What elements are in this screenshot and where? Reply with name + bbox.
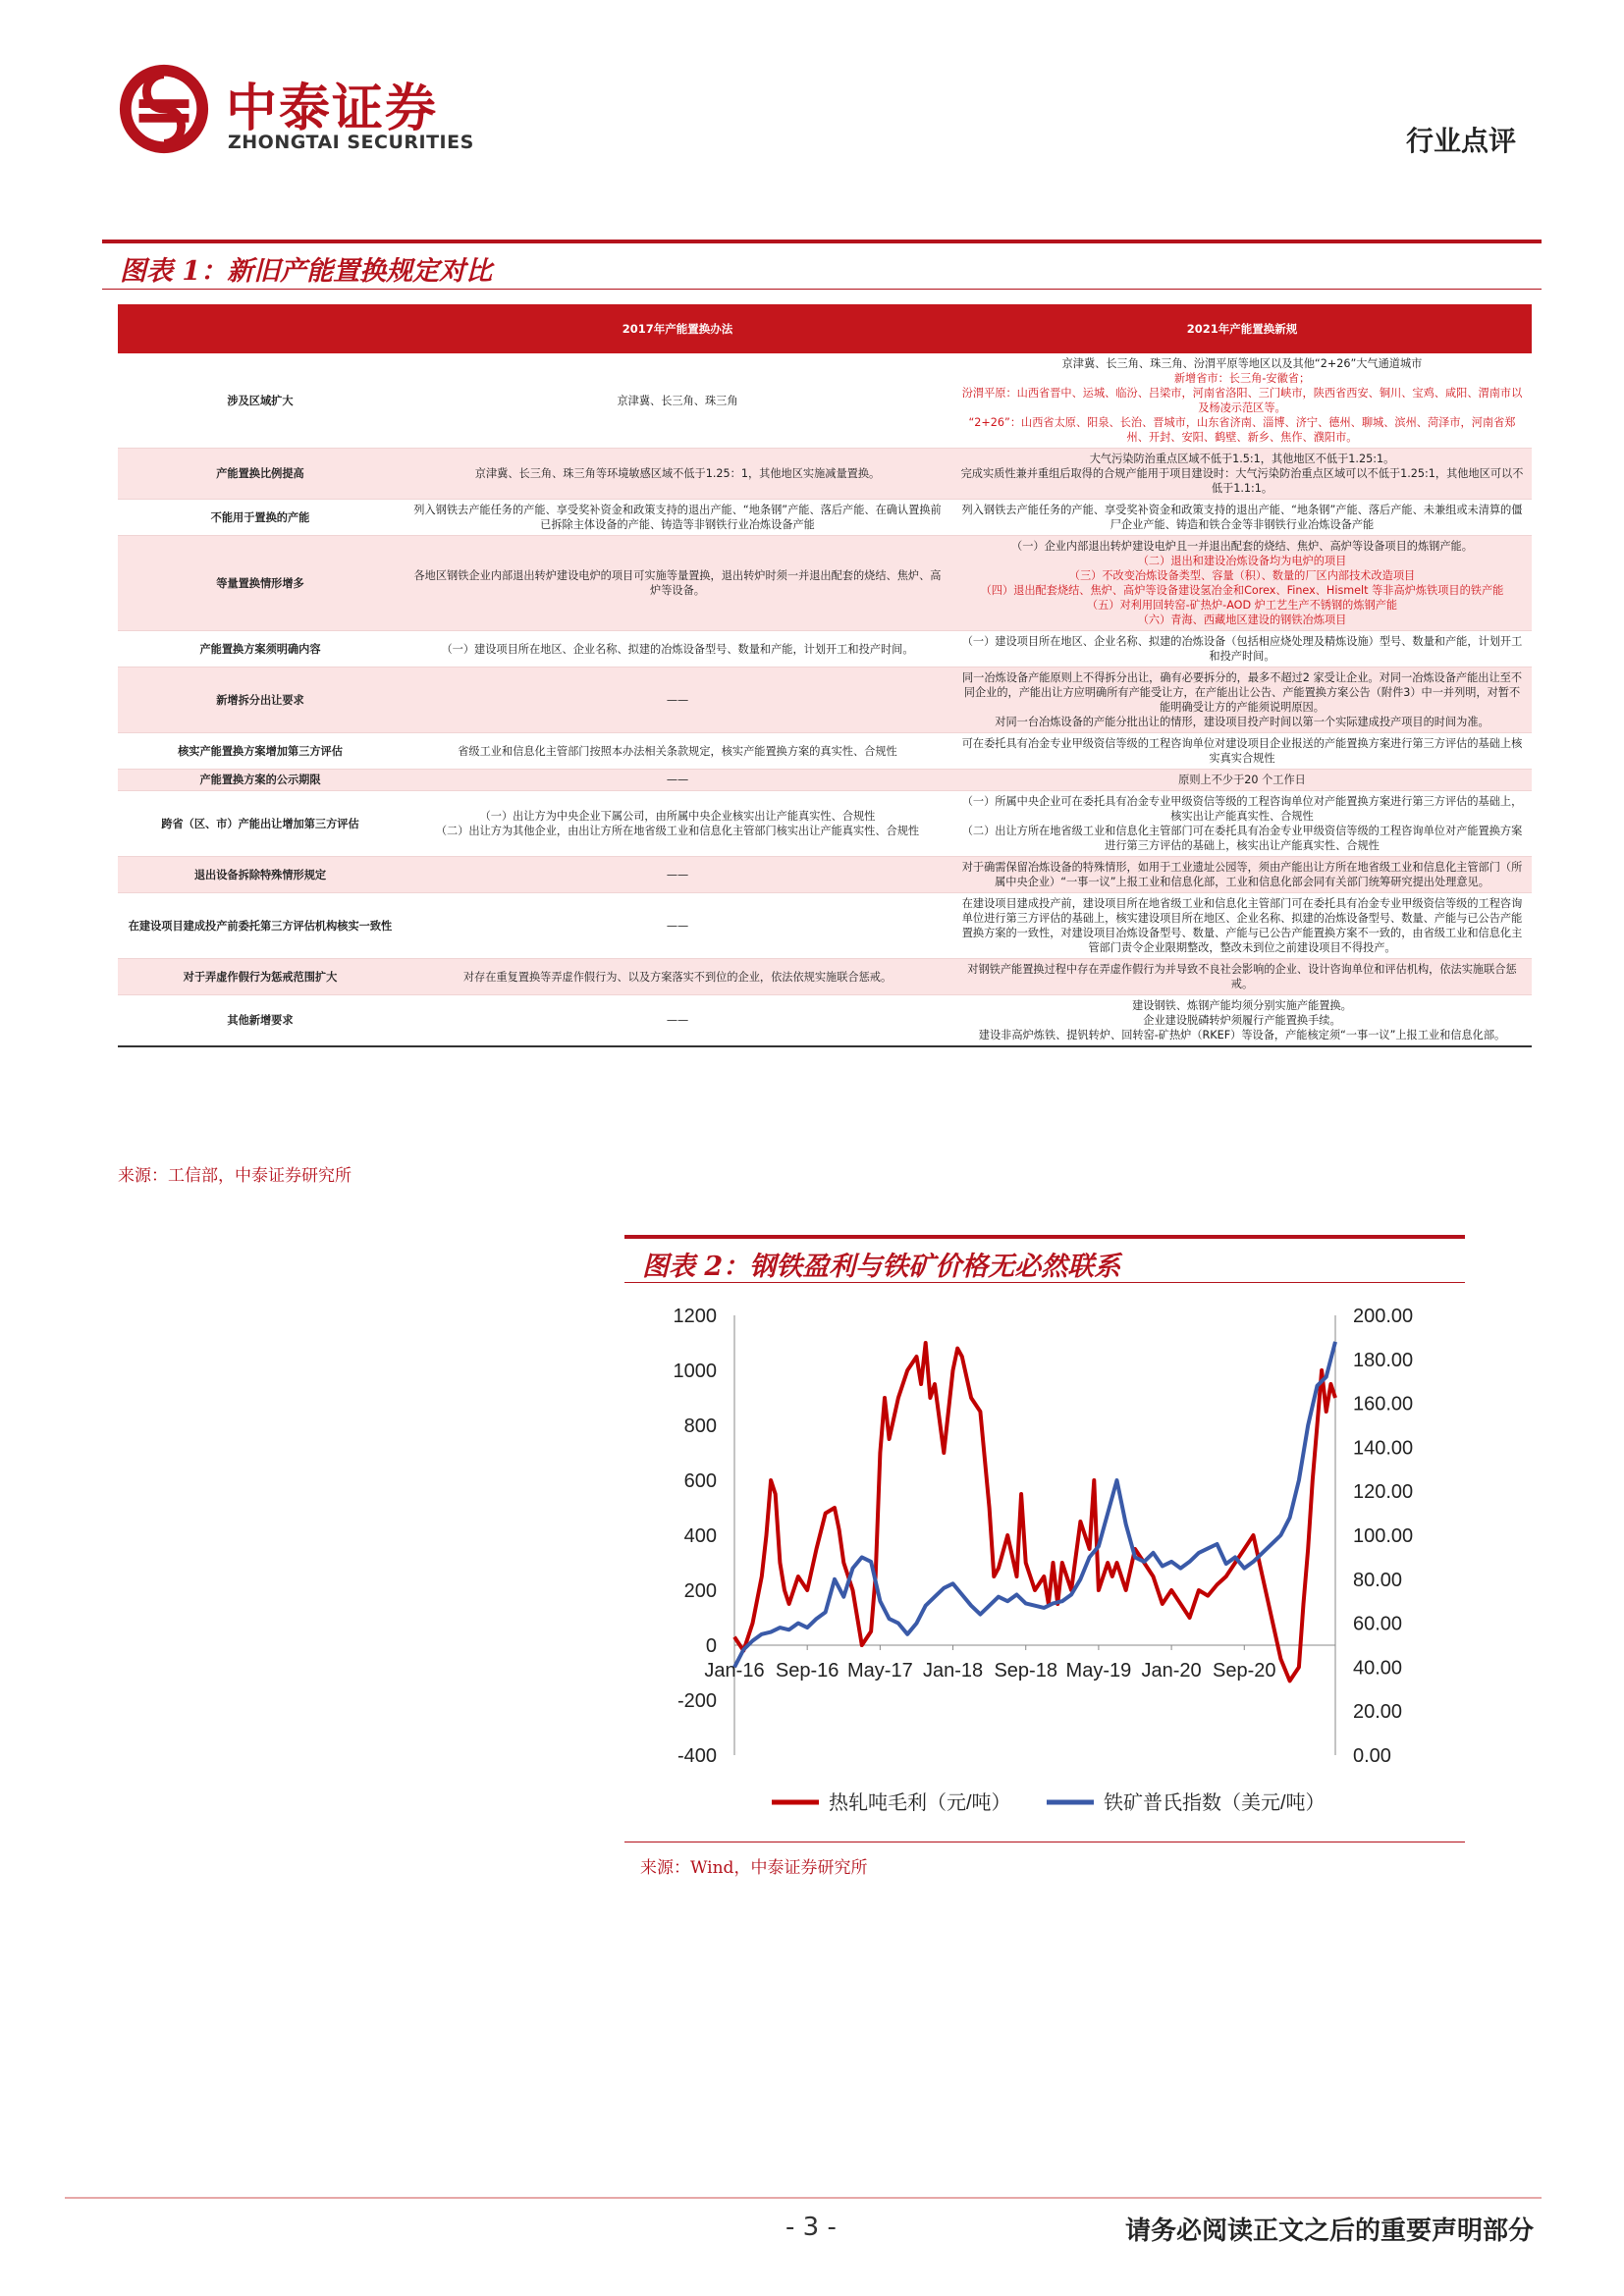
y-right-tick-label: 180.00: [1353, 1349, 1414, 1371]
table-body: [118, 353, 1532, 1046]
y-right-tick-label: 80.00: [1353, 1569, 1403, 1591]
row-header-cell: 产能置换比例提高: [118, 449, 403, 500]
new-rule-cell: [952, 995, 1532, 1047]
table-row: [118, 667, 1532, 733]
row-header-cell: 等量置换情形增多: [118, 536, 403, 631]
table-header-row: [118, 304, 1532, 353]
table-row: [118, 536, 1532, 631]
cell-line: “2+26”：山西省太原、阳泉、长治、晋城市，山东省济南、淄博、济宁、德州、聊城、滨州、菏泽市，河南省郑州、开封、安阳、鹤壁、新乡、焦作、濮阳市。: [968, 416, 1516, 444]
x-tick-label: Sep-16: [775, 1660, 839, 1682]
old-rule-cell: [403, 893, 952, 959]
table-header-cell: 2017年产能置换办法: [403, 304, 952, 353]
footer-divider: [65, 2197, 1542, 2199]
table-row: [118, 791, 1532, 857]
x-tick-label: May-17: [847, 1660, 913, 1682]
row-header-cell: 其他新增要求: [118, 995, 403, 1047]
capacity-replacement-table: [118, 304, 1532, 1047]
footer-disclaimer: 请务必阅读正文之后的重要声明部分: [1124, 2216, 1534, 2246]
figure1-title-bar: [102, 240, 1542, 290]
y-left-tick-label: 200: [683, 1580, 717, 1602]
y-right-tick-label: 40.00: [1353, 1657, 1403, 1680]
cell-line: 省级工业和信息化主管部门按照本办法相关条款规定，核实产能置换方案的真实性、合规性: [458, 744, 897, 758]
cell-line: 列入钢铁去产能任务的产能、享受奖补资金和政策支持的退出产能、“地条钢”产能、落后产能、未兼组或未清算的僵尸企业产能、铸造和铁合金等非钢铁行业冶炼设备产能: [961, 504, 1523, 531]
logo-english-text: ZHONGTAI SECURITIES: [228, 132, 474, 153]
cell-line: 对存在重复置换等弄虚作假行为、以及方案落实不到位的企业，依法依规实施联合惩戒。: [462, 970, 893, 984]
y-left-tick-label: 800: [683, 1415, 717, 1437]
table-row: [118, 449, 1532, 500]
table-row: [118, 353, 1532, 449]
new-rule-cell: [952, 449, 1532, 500]
cell-line: 在建设项目建成投产前，建设项目所在地省级工业和信息化主管部门可在委托具有冶金专业甲级资信等级的工程咨询单位进行第三方评估的基础上，核实建设项目所在地区、企业名称、拟建的冶炼设备型号、数量、产能与已公告产能置换方案的一致性，对建设项目冶炼设备型号、数量、产能与已公告产能置换方案不一致的，由省级工业和信息化主管部门责令企业限期整改，整改未到位之前建设项目不得投产。: [961, 897, 1523, 954]
old-rule-cell: [403, 791, 952, 857]
table-row: [118, 770, 1532, 791]
new-rule-cell: [952, 500, 1532, 536]
cell-line: 建设钢铁、炼钢产能均须分别实施产能置换。: [1132, 999, 1352, 1012]
new-rule-cell: [952, 791, 1532, 857]
page-number: - 3 -: [785, 2213, 837, 2242]
y-right-tick-label: 120.00: [1353, 1481, 1414, 1504]
x-tick-label: Jan-16: [704, 1660, 765, 1682]
table-row: [118, 959, 1532, 995]
cell-line: ——: [666, 693, 689, 707]
y-right-tick-label: 60.00: [1353, 1613, 1403, 1635]
new-rule-cell: [952, 733, 1532, 770]
cell-line: 对于确需保留冶炼设备的特殊情形，如用于工业遗址公园等，须由产能出让方所在地省级工业和信息化主管部门（所属中央企业）“一事一议”上报工业和信息化部，工业和信息化部会同有关部门统筹研究提出处理意见。: [961, 861, 1523, 888]
cell-line: （五）对利用回转窑-矿热炉-AOD 炉工艺生产不锈钢的炼钢产能: [1086, 599, 1398, 612]
table-row: [118, 733, 1532, 770]
cell-line: 新增省市：长三角-安徽省；: [1173, 372, 1311, 385]
cell-line: 京津冀、长三角、珠三角: [617, 394, 738, 407]
x-tick-label: Sep-18: [994, 1660, 1057, 1682]
figure1-source: 来源：工信部，中泰证券研究所: [118, 1166, 352, 1186]
figure2-source: 来源：Wind，中泰证券研究所: [640, 1858, 868, 1878]
y-left-tick-label: -400: [677, 1745, 717, 1767]
old-rule-cell: [403, 733, 952, 770]
old-rule-cell: [403, 857, 952, 893]
row-header-cell: 跨省（区、市）产能出让增加第三方评估: [118, 791, 403, 857]
x-tick-label: Jan-20: [1141, 1660, 1202, 1682]
x-tick-label: Jan-18: [922, 1660, 984, 1682]
x-tick-label: Sep-20: [1213, 1660, 1276, 1682]
cell-line: 完成实质性兼并重组后取得的合规产能用于项目建设时：大气污染防治重点区域可以不低于1.25:1，其他地区可以不低于1.1:1。: [960, 467, 1524, 495]
cell-line: 京津冀、长三角、珠三角等环境敏感区域不低于1.25：1，其他地区实施减量置换。: [474, 467, 881, 480]
cell-line: （一）出让方为中央企业下属公司，由所属中央企业核实出让产能真实性、合规性: [479, 810, 876, 823]
cell-line: （四）退出配套烧结、焦炉、高炉等设备建设氢冶金和Corex、Finex、Hismelt 等非高炉炼铁项目的铁产能: [980, 584, 1504, 597]
row-header-cell: 对于弄虚作假行为惩戒范围扩大: [118, 959, 403, 995]
old-rule-cell: [403, 667, 952, 733]
cell-line: 汾渭平原：山西省晋中、运城、临汾、吕梁市，河南省洛阳、三门峡市，陕西省西安、铜川、宝鸡、咸阳、渭南市以及杨凌示范区等。: [961, 387, 1523, 414]
cell-line: （一）企业内部退出转炉建设电炉且一并退出配套的烧结、焦炉、高炉等设备项目的炼钢产能。: [1011, 540, 1473, 553]
y-right-tick-label: 140.00: [1353, 1437, 1414, 1460]
cell-line: （六）青海、西藏地区建设的钢铁冶炼项目: [1137, 614, 1347, 626]
y-left-tick-label: 1200: [673, 1306, 717, 1327]
cell-line: 原则上不少于20 个工作日: [1178, 774, 1306, 786]
table-row: [118, 995, 1532, 1047]
table-row: [118, 893, 1532, 959]
new-rule-cell: [952, 536, 1532, 631]
steel-profit-iron-ore-chart: [624, 1282, 1465, 1842]
old-rule-cell: [403, 449, 952, 500]
table-row: [118, 631, 1532, 667]
cell-line: （二）退出和建设冶炼设备均为电炉的项目: [1137, 555, 1347, 567]
y-left-tick-label: 1000: [673, 1361, 717, 1382]
logo-mark-icon: [116, 61, 212, 157]
iron-ore-index-line: [734, 1342, 1335, 1668]
row-header-cell: 产能置换方案须明确内容: [118, 631, 403, 667]
new-rule-cell: [952, 770, 1532, 791]
cell-line: （一）建设项目所在地区、企业名称、拟建的冶炼设备（包括相应烧处理及精炼设施）型号、数量和产能，计划开工和投产时间。: [961, 635, 1523, 663]
cell-line: （一）建设项目所在地区、企业名称、拟建的冶炼设备型号、数量和产能，计划开工和投产时间。: [441, 642, 914, 656]
y-right-tick-label: 20.00: [1353, 1701, 1403, 1724]
y-left-tick-label: 0: [705, 1635, 717, 1657]
new-rule-cell: [952, 667, 1532, 733]
cell-line: ——: [666, 774, 689, 786]
y-right-tick-label: 100.00: [1353, 1525, 1414, 1547]
cell-line: 对同一台冶炼设备的产能分批出让的情形，建设项目投产时间以第一个实际建成投产项目的时间为准。: [995, 716, 1489, 728]
x-tick-label: May-19: [1065, 1660, 1132, 1682]
figure1-title: 图表 1：新旧产能置换规定对比: [120, 256, 493, 287]
cell-line: （三）不改变冶炼设备类型、容量（积）、数量的厂区内部技术改造项目: [1068, 569, 1416, 582]
y-left-tick-label: 600: [683, 1470, 717, 1492]
old-rule-cell: [403, 353, 952, 449]
old-rule-cell: [403, 631, 952, 667]
figure2-title-bar: [624, 1235, 1465, 1283]
cell-line: ——: [666, 1014, 689, 1027]
old-rule-cell: [403, 995, 952, 1047]
row-header-cell: 涉及区域扩大: [118, 353, 403, 449]
row-header-cell: 新增拆分出让要求: [118, 667, 403, 733]
y-left-tick-label: 400: [683, 1525, 717, 1547]
old-rule-cell: [403, 536, 952, 631]
y-left-tick-label: -200: [677, 1690, 717, 1712]
new-rule-cell: [952, 893, 1532, 959]
cell-line: 对钢铁产能置换过程中存在弄虚作假行为并导致不良社会影响的企业、设计咨询单位和评估机构，依法实施联合惩戒。: [967, 963, 1517, 990]
table-header-cell: 2021年产能置换新规: [952, 304, 1532, 353]
legend-label: 热轧吨毛利（元/吨）: [829, 1792, 1011, 1814]
cell-line: 建设非高炉炼铁、提钒转炉、回转窑-矿热炉（RKEF）等设备，产能核定须“一事一议”上报工业和信息化部。: [978, 1029, 1506, 1041]
y-right-tick-label: 160.00: [1353, 1393, 1414, 1415]
cell-line: ——: [666, 919, 689, 933]
new-rule-cell: [952, 631, 1532, 667]
legend-label: 铁矿普氏指数（美元/吨）: [1104, 1792, 1326, 1814]
cell-line: 各地区钢铁企业内部退出转炉建设电炉的项目可实施等量置换，退出转炉时须一并退出配套的烧结、焦炉、高炉等设备。: [413, 569, 942, 597]
old-rule-cell: [403, 500, 952, 536]
cell-line: （一）所属中央企业可在委托具有冶金专业甲级资信等级的工程咨询单位对产能置换方案进行第三方评估的基础上，核实出让产能真实性、合规性: [961, 795, 1523, 823]
company-logo: [116, 61, 489, 169]
cell-line: 列入钢铁去产能任务的产能、享受奖补资金和政策支持的退出产能、“地条钢”产能、落后产能、在确认置换前已拆除主体设备的产能、铸造等非钢铁行业冶炼设备产能: [413, 504, 942, 531]
cell-line: 同一冶炼设备产能原则上不得拆分出让，确有必要拆分的，最多不超过2 家受让企业。对同一冶炼设备产能出让至不同企业的，产能出让方应明确所有产能受让方，在产能出让公告、产能置换方案公告（附件3）中一并列明，对暂不能明确受让方的产能须说明原因。: [961, 671, 1523, 714]
row-header-cell: 在建设项目建成投产前委托第三方评估机构核实一致性: [118, 893, 403, 959]
cell-line: 企业建设脱磷转炉须履行产能置换手续。: [1143, 1014, 1341, 1027]
table-header-cell: [118, 304, 403, 353]
old-rule-cell: [403, 959, 952, 995]
y-right-tick-label: 200.00: [1353, 1306, 1414, 1327]
new-rule-cell: [952, 353, 1532, 449]
cell-line: 大气污染防治重点区域不低于1.5:1，其他地区不低于1.25:1。: [1089, 453, 1395, 465]
new-rule-cell: [952, 857, 1532, 893]
cell-line: 京津冀、长三角、珠三角、汾渭平原等地区以及其他“2+26”大气通道城市: [1061, 357, 1423, 370]
figure2-title: 图表 2：钢铁盈利与铁矿价格无必然联系: [642, 1252, 1121, 1282]
row-header-cell: 核实产能置换方案增加第三方评估: [118, 733, 403, 770]
y-right-tick-label: 0.00: [1353, 1745, 1391, 1767]
table-row: [118, 500, 1532, 536]
cell-line: （二）出让方为其他企业，由出让方所在地省级工业和信息化主管部门核实出让产能真实性、合规性: [435, 825, 920, 837]
row-header-cell: 产能置换方案的公示期限: [118, 770, 403, 791]
cell-line: （二）出让方所在地省级工业和信息化主管部门可在委托具有冶金专业甲级资信等级的工程咨询单位对产能置换方案进行第三方评估的基础上，核实出让产能真实性、合规性: [961, 825, 1523, 852]
cell-line: 可在委托具有冶金专业甲级资信等级的工程咨询单位对建设项目企业报送的产能置换方案进行第三方评估的基础上核实真实合规性: [961, 737, 1523, 765]
old-rule-cell: [403, 770, 952, 791]
row-header-cell: 不能用于置换的产能: [118, 500, 403, 536]
row-header-cell: 退出设备拆除特殊情形规定: [118, 857, 403, 893]
table-row: [118, 857, 1532, 893]
document-type-label: 行业点评: [1405, 125, 1516, 157]
logo-chinese-text: 中泰证券: [226, 80, 439, 138]
new-rule-cell: [952, 959, 1532, 995]
cell-line: ——: [666, 868, 689, 881]
hot-rolled-margin-line: [734, 1343, 1335, 1681]
